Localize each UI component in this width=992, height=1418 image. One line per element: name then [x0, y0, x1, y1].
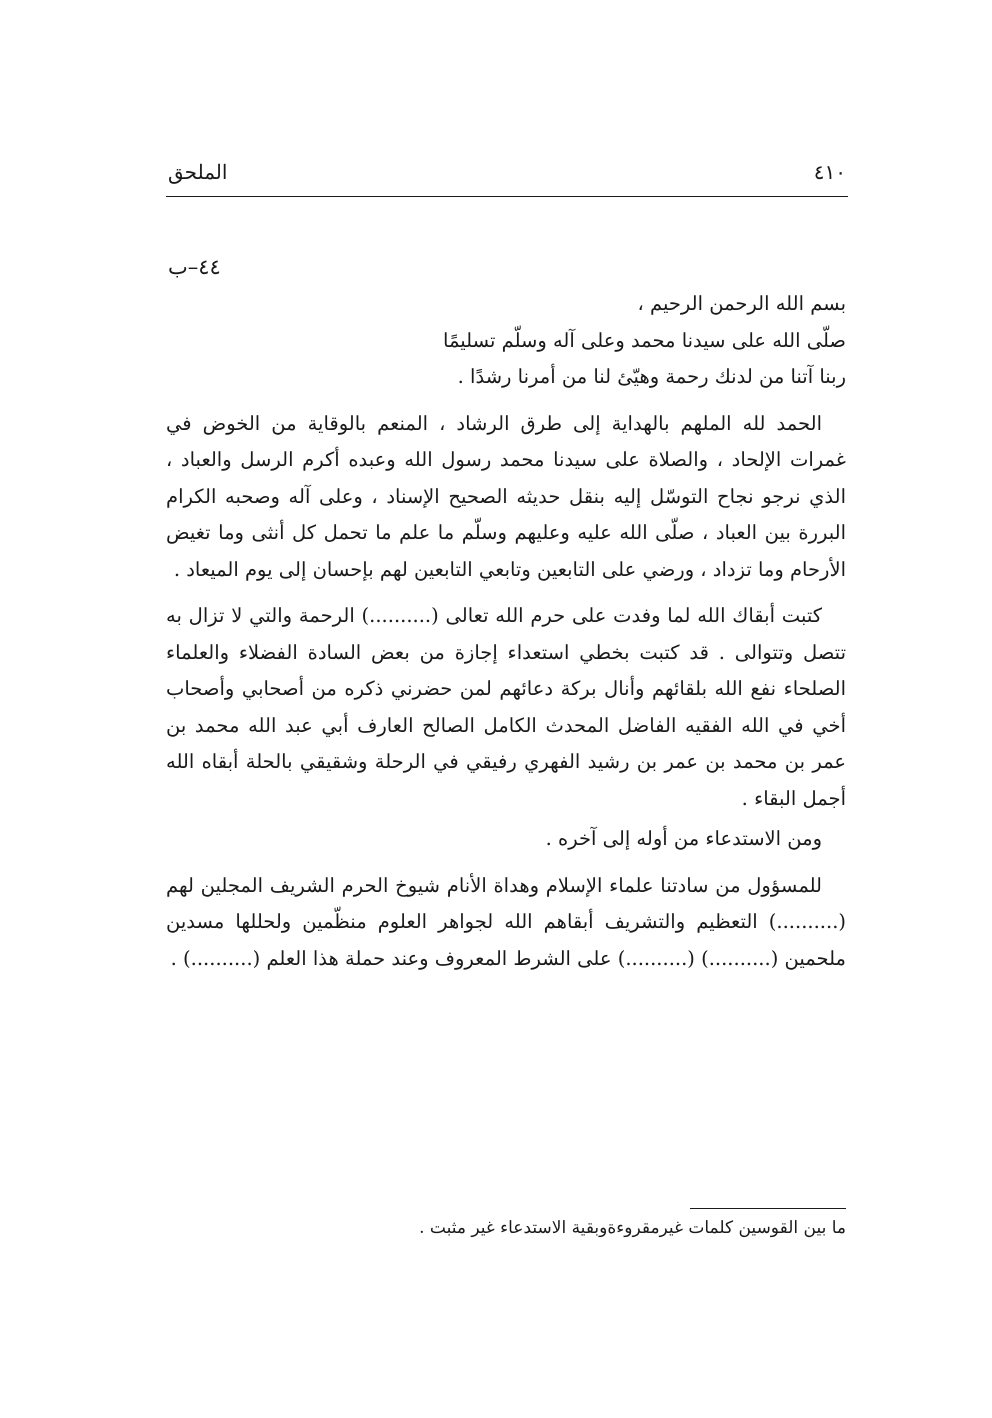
paragraph-praise: الحمد لله الملهم بالهداية إلى طرق الرشاد ، المنعم بالوقاية من الخوض في غمرات الإلحاد ، والصلاة على سيدنا محمد رسول الله وعبده أكرم الرسل والعباد ، الذي نرجو نجاح التوسّل إليه بنقل حديثه الصحيح الإسناد ، وعلى آله وصحبه الكرام البررة بين العباد ، صلّى الله عليه وعليهم وسلّم ما علم ما تحمل كل أنثى وما تغيض الأرحام وما تزداد ، ورضي على التابعين وتابعي التابعين لهم بإحسان إلى يوم الميعاد . — [166, 411, 846, 581]
prayer-line: ربنا آتنا من لدنك رحمة وهيّئ لنا من أمرنا رشدًا . — [457, 365, 846, 388]
paragraph-request: كتبت أبقاك الله لما وفدت على حرم الله تعالى (..........) الرحمة والتي لا تزال به تتصل وتتوالى . قد كتبت بخطي استعداء إجازة من بعض السادة الفضلاء والعلماء الصلحاء نفع الله بلقائهم وأنال بركة دعائهم لمن حضرني ذكره من أصحابي وأصحاب أخي في الله الفقيه الفاضل المحدث الكامل الصالح العارف أبي عبد الله محمد بن عمر بن محمد بن عمر بن رشيد الفهري رفيقي في الرحلة وشقيقي بالحلة أبقاه الله أجمل البقاء . — [166, 604, 846, 810]
body-text — [166, 286, 846, 977]
salutation-line: صلّى الله على سيدنا محمد وعلى آله وسلّم تسليمًا — [443, 328, 846, 352]
opening-invocation — [166, 286, 846, 396]
footnote: ما بين القوسين كلمات غيرمقروءةوبقية الاستدعاء غير مثبت . — [419, 1218, 846, 1238]
footnote-rule — [690, 1208, 846, 1209]
page-header — [168, 160, 846, 190]
paragraph-petition: للمسؤول من سادتنا علماء الإسلام وهداة الأنام شيوخ الحرم الشريف المجلين لهم (..........) التعظيم والتشريف أبقاهم الله لجواهر العلوم منظّمين ولحللها مسدين ملحمين (..........) (..........) على الشرط المعروف وعند حملة هذا العلم (..........) . — [166, 873, 846, 970]
basmala-line: بسم الله الرحمن الرحيم ، — [637, 292, 846, 315]
running-title: الملحق — [168, 160, 228, 184]
header-rule — [166, 196, 848, 197]
folio-marker: ٤٤–ب — [168, 255, 221, 279]
page-number: ٤١٠ — [813, 160, 846, 184]
paragraph-note: ومن الاستدعاء من أوله إلى آخره . — [545, 827, 822, 850]
